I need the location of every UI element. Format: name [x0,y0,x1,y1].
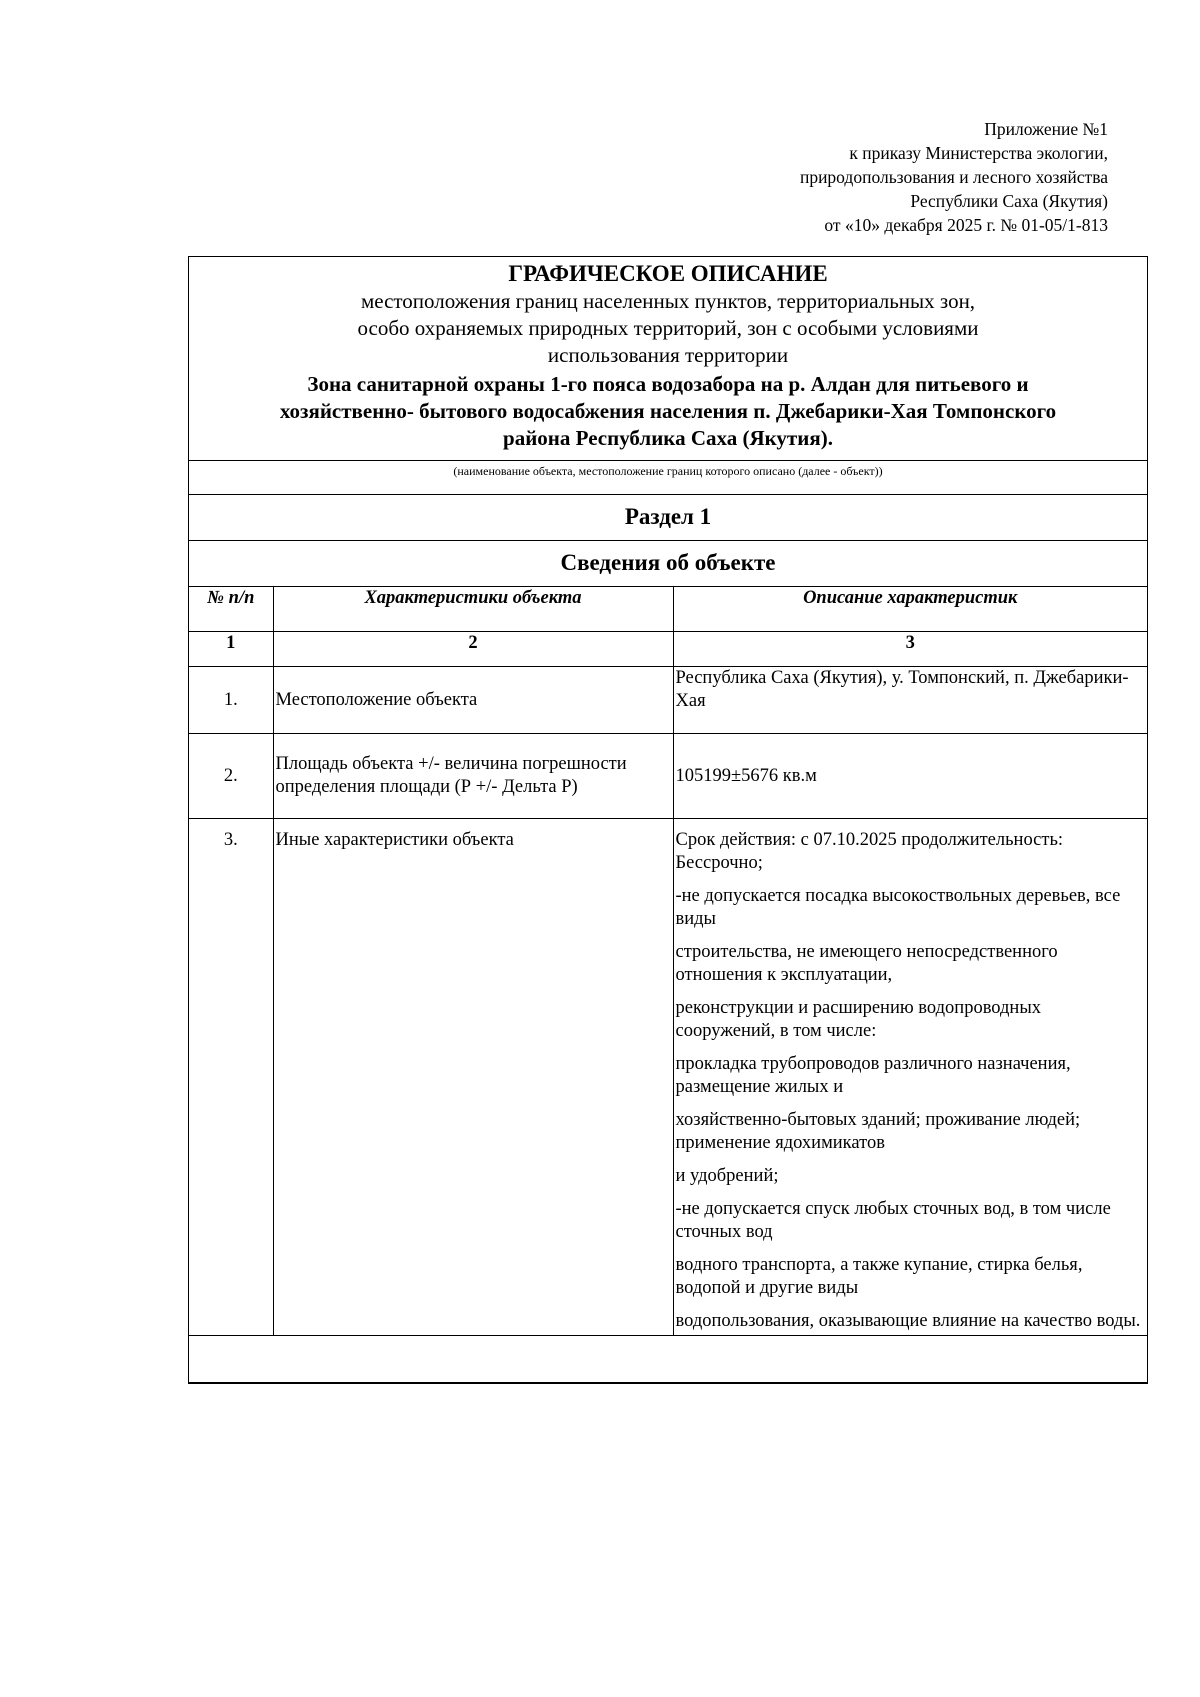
row-description: 105199±5676 кв.м [673,734,1147,819]
description-paragraph: Срок действия: с 07.10.2025 продолжительность: Бессрочно; [675,830,1064,873]
column-number: 3 [673,632,1147,667]
description-paragraph: и удобрений; [675,1166,779,1186]
document-title: ГРАФИЧЕСКОЕ ОПИСАНИЕ [508,261,828,286]
object-caption: (наименование объекта, местоположение границ которого описано (далее - объект)) [189,460,1147,494]
row-characteristic: Местоположение объекта [273,667,673,734]
description-paragraph: прокладка трубопроводов различного назначения, размещение жилых и [675,1054,1071,1097]
description-paragraph: водопользования, оказывающие влияние на качество воды. [675,1311,1141,1331]
description-paragraph: -не допускается спуск любых сточных вод, в том числе сточных вод [675,1199,1111,1242]
subtitle-line: использования территории [547,343,789,367]
row-number: 2. [189,734,273,819]
appendix-line: Республики Саха (Якутия) [910,191,1108,211]
title-block [189,257,1147,460]
empty-cell [189,1336,1147,1383]
section-name: Сведения об объекте [189,540,1147,586]
row-number: 3. [189,819,273,1336]
object-name [199,371,1137,452]
appendix-line: природопользования и лесного хозяйства [799,167,1108,187]
subtitle-line: местоположения границ населенных пунктов, территориальных зон, [360,289,976,313]
appendix-line: от «10» декабря 2025 г. № 01-05/1-813 [824,215,1108,235]
column-number: 1 [189,632,273,667]
description-paragraph: -не допускается посадка высокоствольных деревьев, все виды [675,886,1121,929]
description-paragraph: водного транспорта, а также купание, стирка белья, водопой и другие виды [675,1255,1083,1298]
header-cell-description: Описание характеристик [673,587,1147,632]
appendix-line: Приложение №1 [984,119,1108,139]
object-name-line: хозяйственно- бытового водосабжения населения п. Джебарики-Хая Томпонского [279,399,1057,423]
row-characteristic: Площадь объекта +/- величина погрешности определения площади (Р +/- Дельта Р) [273,734,673,819]
subtitle-line: особо охраняемых природных территорий, зон с особыми условиями [357,316,979,340]
row-description: Республика Саха (Якутия), у. Томпонский, п. Джебарики-Хая [673,667,1147,734]
description-paragraph: строительства, не имеющего непосредственного отношения к эксплуатации, [675,942,1058,985]
column-number: 2 [273,632,673,667]
appendix-line: к приказу Министерства экологии, [849,143,1108,163]
object-name-line: Зона санитарной охраны 1-го пояса водозабора на р. Алдан для питьевого и [307,372,1029,396]
appendix-reference [608,117,1108,237]
document-subtitle [199,288,1137,369]
characteristics-table [189,586,1147,1383]
row-description [673,819,1147,1336]
description-paragraph: реконструкции и расширению водопроводных сооружений, в том числе: [675,998,1042,1041]
table-header-row [189,587,1147,632]
column-number-row [189,632,1147,667]
object-name-line: района Республика Саха (Якутия). [503,426,833,450]
document-frame [188,256,1148,1384]
header-cell-number: № п/п [189,587,273,632]
table-row [189,734,1147,819]
row-number: 1. [189,667,273,734]
header-cell-characteristic: Характеристики объекта [273,587,673,632]
table-row [189,667,1147,734]
row-characteristic: Иные характеристики объекта [273,819,673,1336]
description-paragraph: хозяйственно-бытовых зданий; проживание людей; применение ядохимикатов [675,1110,1081,1153]
empty-bottom-row [189,1336,1147,1383]
section-number: Раздел 1 [189,494,1147,540]
table-row [189,819,1147,1336]
